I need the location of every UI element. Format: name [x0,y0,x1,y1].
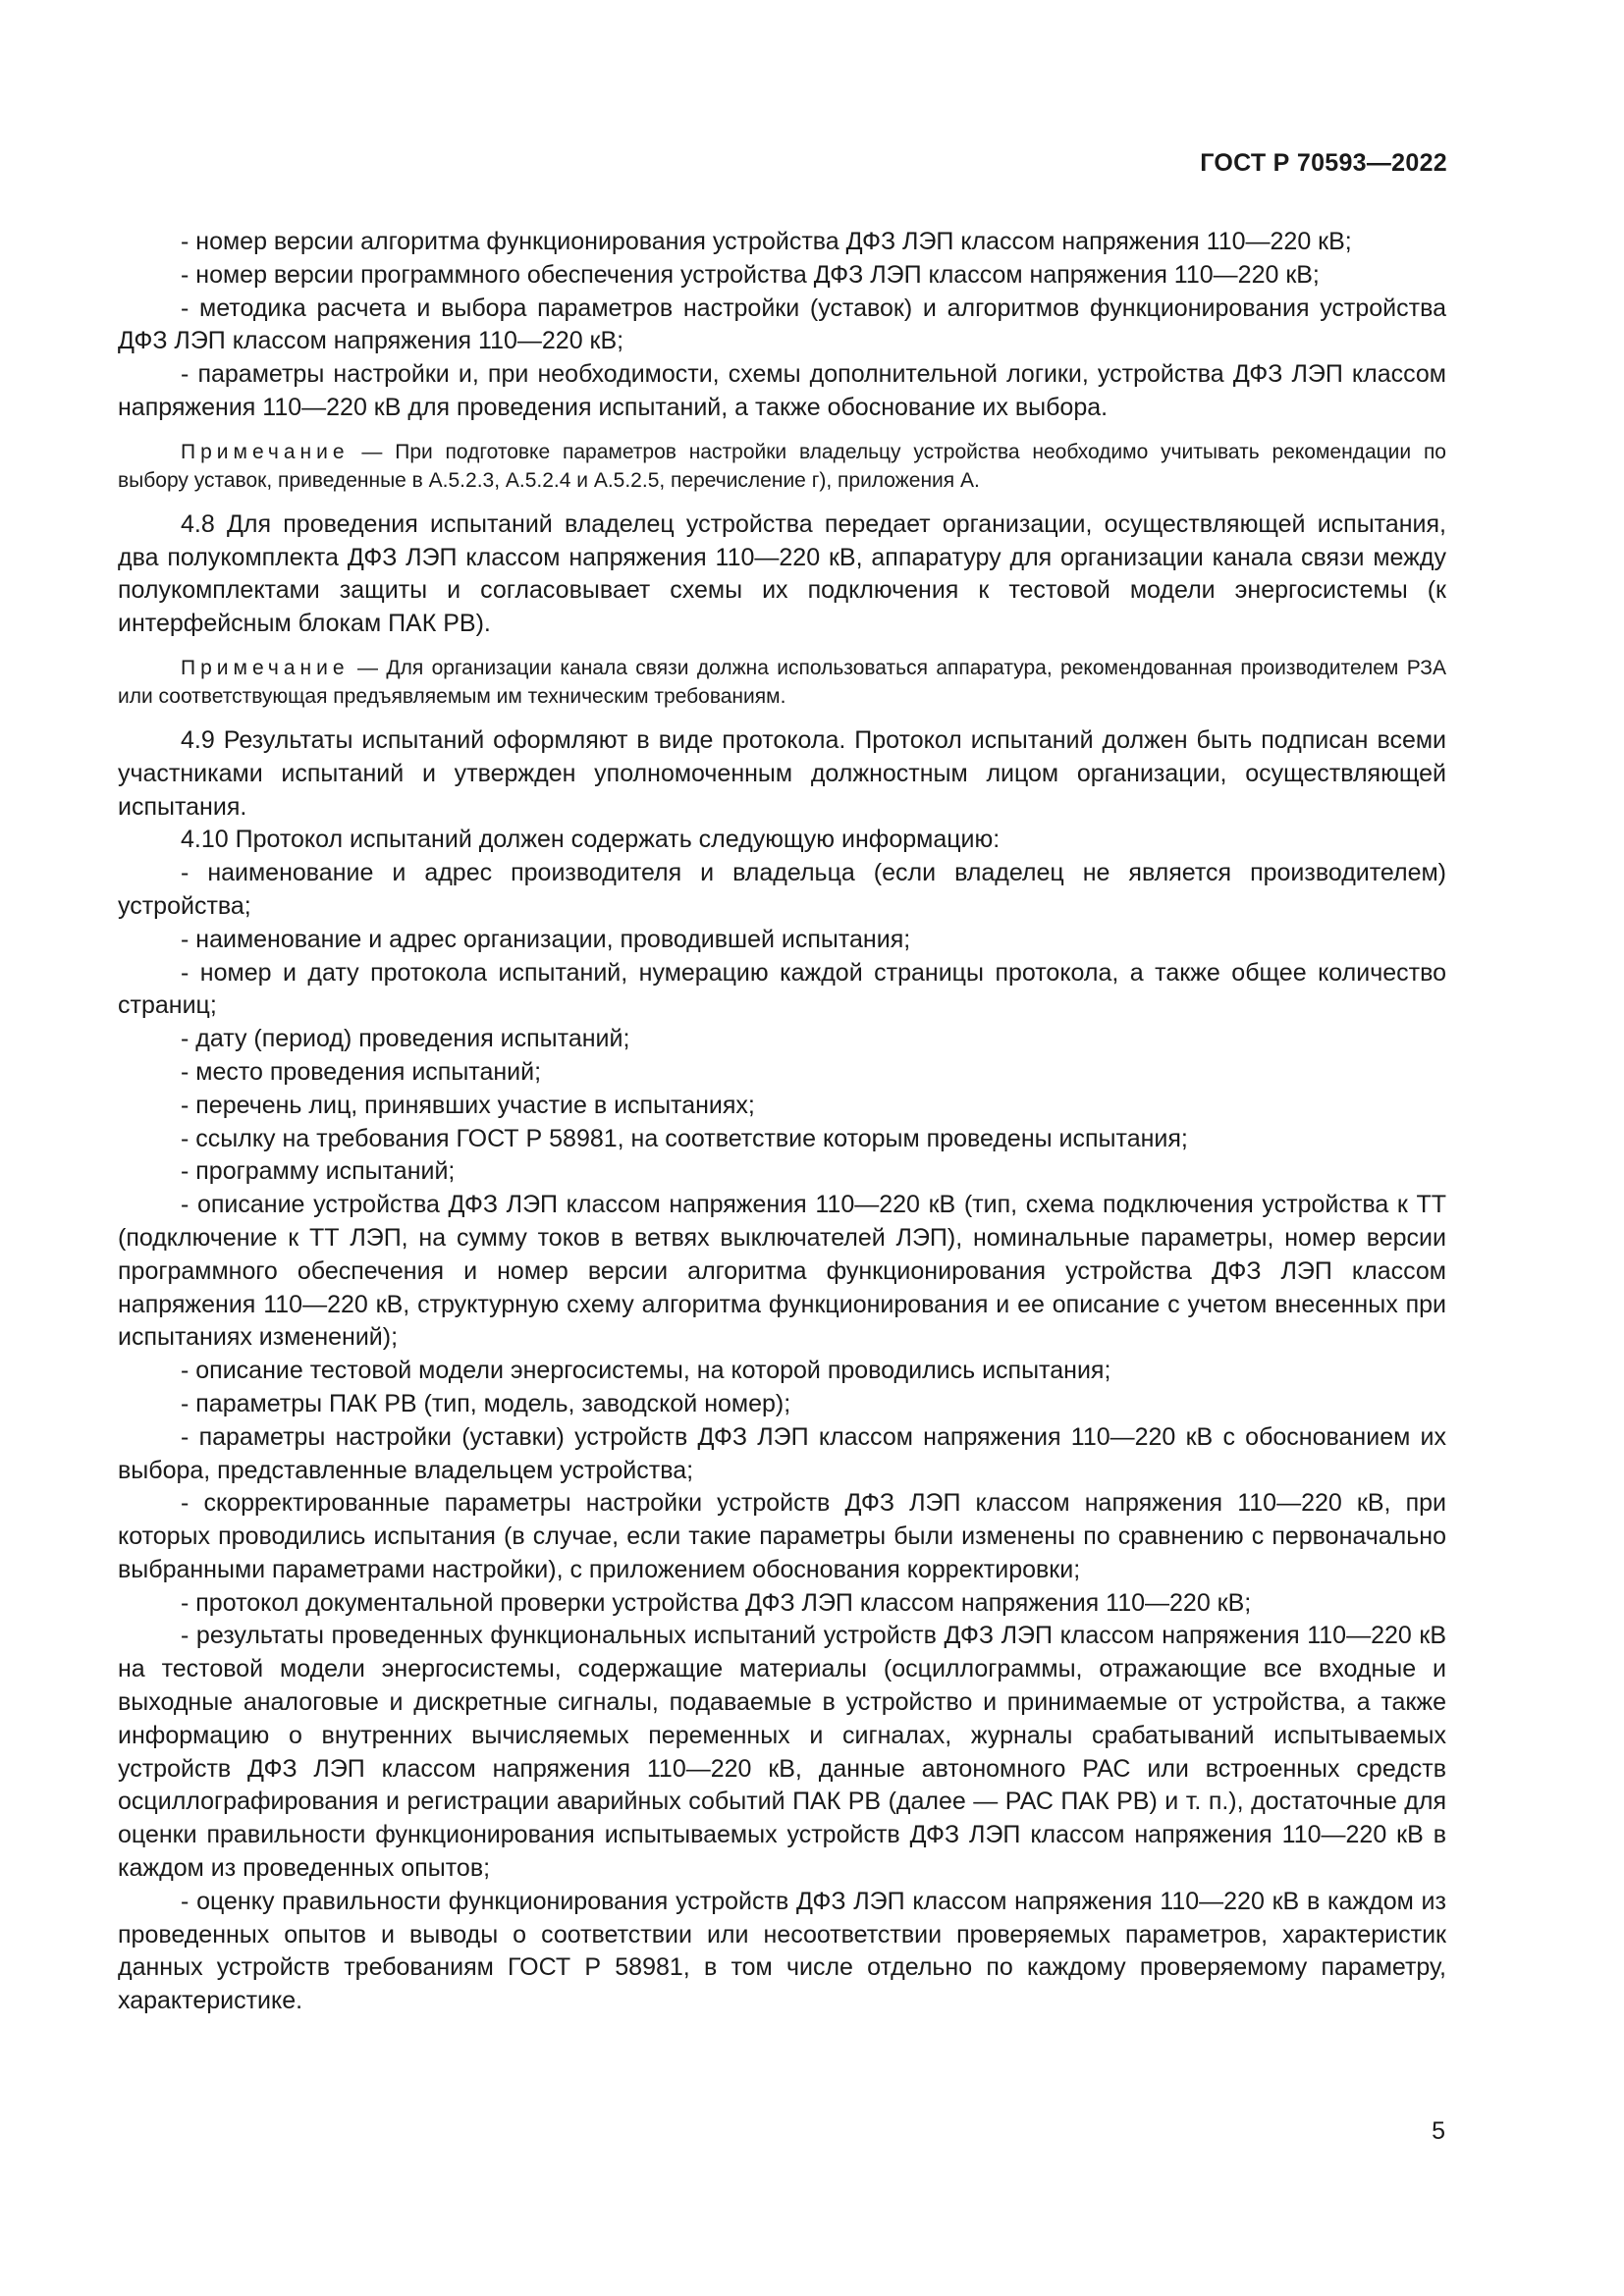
section-paragraph: 4.9 Результаты испытаний оформляют в виде протокола. Протокол испытаний должен быть подписан всеми участниками испытаний и утвержден уполномоченным должностным лицом организации, осуществляющей испытания. [118,725,1446,821]
list-item: - описание устройства ДФЗ ЛЭП классом напряжения 110—220 кВ (тип, схема подключения устройства к ТТ (подключение к ТТ ЛЭП, на сумму токов в ветвях выключателей ЛЭП), номинальные параметры, номер версии программного обеспечения и номер версии алгоритма функционирования устройства ДФЗ ЛЭП классом напряжения 110—220 кВ, структурную схему алгоритма функционирования и ее описание с учетом внесенных при испытаниях изменений); [118,1191,1446,1352]
list-item: - номер версии программного обеспечения устройства ДФЗ ЛЭП классом напряжения 110—220 кВ; [181,260,1320,289]
list-item: - методика расчета и выбора параметров настройки (уставок) и алгоритмов функционирования устройства ДФЗ ЛЭП классом напряжения 110—220 кВ; [118,294,1446,355]
document-body [118,226,1446,2018]
note-block [118,438,1446,495]
list-item: - наименование и адрес организации, проводившей испытания; [181,925,911,953]
list-item: - ссылку на требования ГОСТ Р 58981, на соответствие которым проведены испытания; [181,1124,1188,1152]
document-code-header: ГОСТ Р 70593—2022 [1200,149,1447,177]
list-item: - описание тестовой модели энергосистемы, на которой проводились испытания; [181,1357,1111,1385]
list-item: - результаты проведенных функциональных испытаний устройств ДФЗ ЛЭП классом напряжения 110—220 кВ на тестовой модели энергосистемы, содержащие материалы (осциллограммы, отражающие все входные и выходные аналоговые и дискретные сигналы, подаваемые в устройство и принимаемые от устройства, а также информацию о внутренних вычисляемых переменных и сигналах, журналы срабатываний испытываемых устройств ДФЗ ЛЭП классом напряжения 110—220 кВ, данные автономного РАС или встроенных средств осциллографирования и регистрации аварийных событий ПАК РВ (далее — РАС ПАК РВ) и т. п.), достаточные для оценки правильности функционирования испытываемых устройств ДФЗ ЛЭП классом напряжения 110—220 кВ в каждом из проведенных опытов; [118,1622,1446,1883]
list-item: - номер версии алгоритма функционирования устройства ДФЗ ЛЭП классом напряжения 110—220 кВ; [181,228,1352,255]
page-number: 5 [1432,2117,1445,2145]
note-label: Примечание [181,656,350,679]
note-label: Примечание [181,440,350,463]
list-item: - номер и дату протокола испытаний, нумерацию каждой страницы протокола, а также общее количество страниц; [118,958,1446,1020]
list-item: - дату (период) проведения испытаний; [181,1025,630,1053]
list-item: - параметры ПАК РВ (тип, модель, заводской номер); [181,1389,791,1417]
list-item: - скорректированные параметры настройки устройств ДФЗ ЛЭП классом напряжения 110—220 кВ, при которых проводились испытания (в случае, если такие параметры были изменены по сравнению с первоначально выбранными параметрами настройки), с приложением обоснования корректировки; [118,1489,1446,1583]
list-item: - перечень лиц, принявших участие в испытаниях; [181,1091,755,1119]
list-item: - программу испытаний; [181,1157,456,1186]
section-paragraph: 4.10 Протокол испытаний должен содержать следующую информацию: [181,826,1001,854]
note-text: — Для организации канала связи должна использоваться аппаратура, рекомендованная производителем РЗА или соответствующая предъявляемым им техническим требованиям. [118,656,1446,708]
note-text: — При подготовке параметров настройки владельцу устройства необходимо учитывать рекомендации по выбору уставок, приведенные в А.5.2.3, А.5.2.4 и А.5.2.5, перечисление г), приложения А. [118,440,1446,492]
list-item: - оценку правильности функционирования устройств ДФЗ ЛЭП классом напряжения 110—220 кВ в каждом из проведенных опытов и выводы о соответствии или несоответствии проверяемых параметров, характеристик данных устройств требованиям ГОСТ Р 58981, в том числе отдельно по каждому проверяемому параметру, характеристике. [118,1887,1446,2015]
list-item: - параметры настройки (уставки) устройств ДФЗ ЛЭП классом напряжения 110—220 кВ с обоснованием их выбора, представленные владельцем устройства; [118,1422,1446,1484]
list-item: - протокол документальной проверки устройства ДФЗ ЛЭП классом напряжения 110—220 кВ; [181,1588,1252,1617]
list-item: - наименование и адрес производителя и владельца (если владелец не является производителем) устройства; [118,859,1446,920]
list-item: - параметры настройки и, при необходимости, схемы дополнительной логики, устройства ДФЗ ЛЭП классом напряжения 110—220 кВ для проведения испытаний, а также обоснование их выбора. [118,360,1446,421]
section-paragraph: 4.8 Для проведения испытаний владелец устройства передает организации, осуществляющей испытания, два полукомплекта ДФЗ ЛЭП классом напряжения 110—220 кВ, аппаратуру для организации канала связи между полукомплектами защиты и согласовывает схемы их подключения к тестовой модели энергосистемы (к интерфейсным блокам ПАК РВ). [118,509,1446,638]
note-block [118,654,1446,711]
list-item: - место проведения испытаний; [181,1057,542,1086]
